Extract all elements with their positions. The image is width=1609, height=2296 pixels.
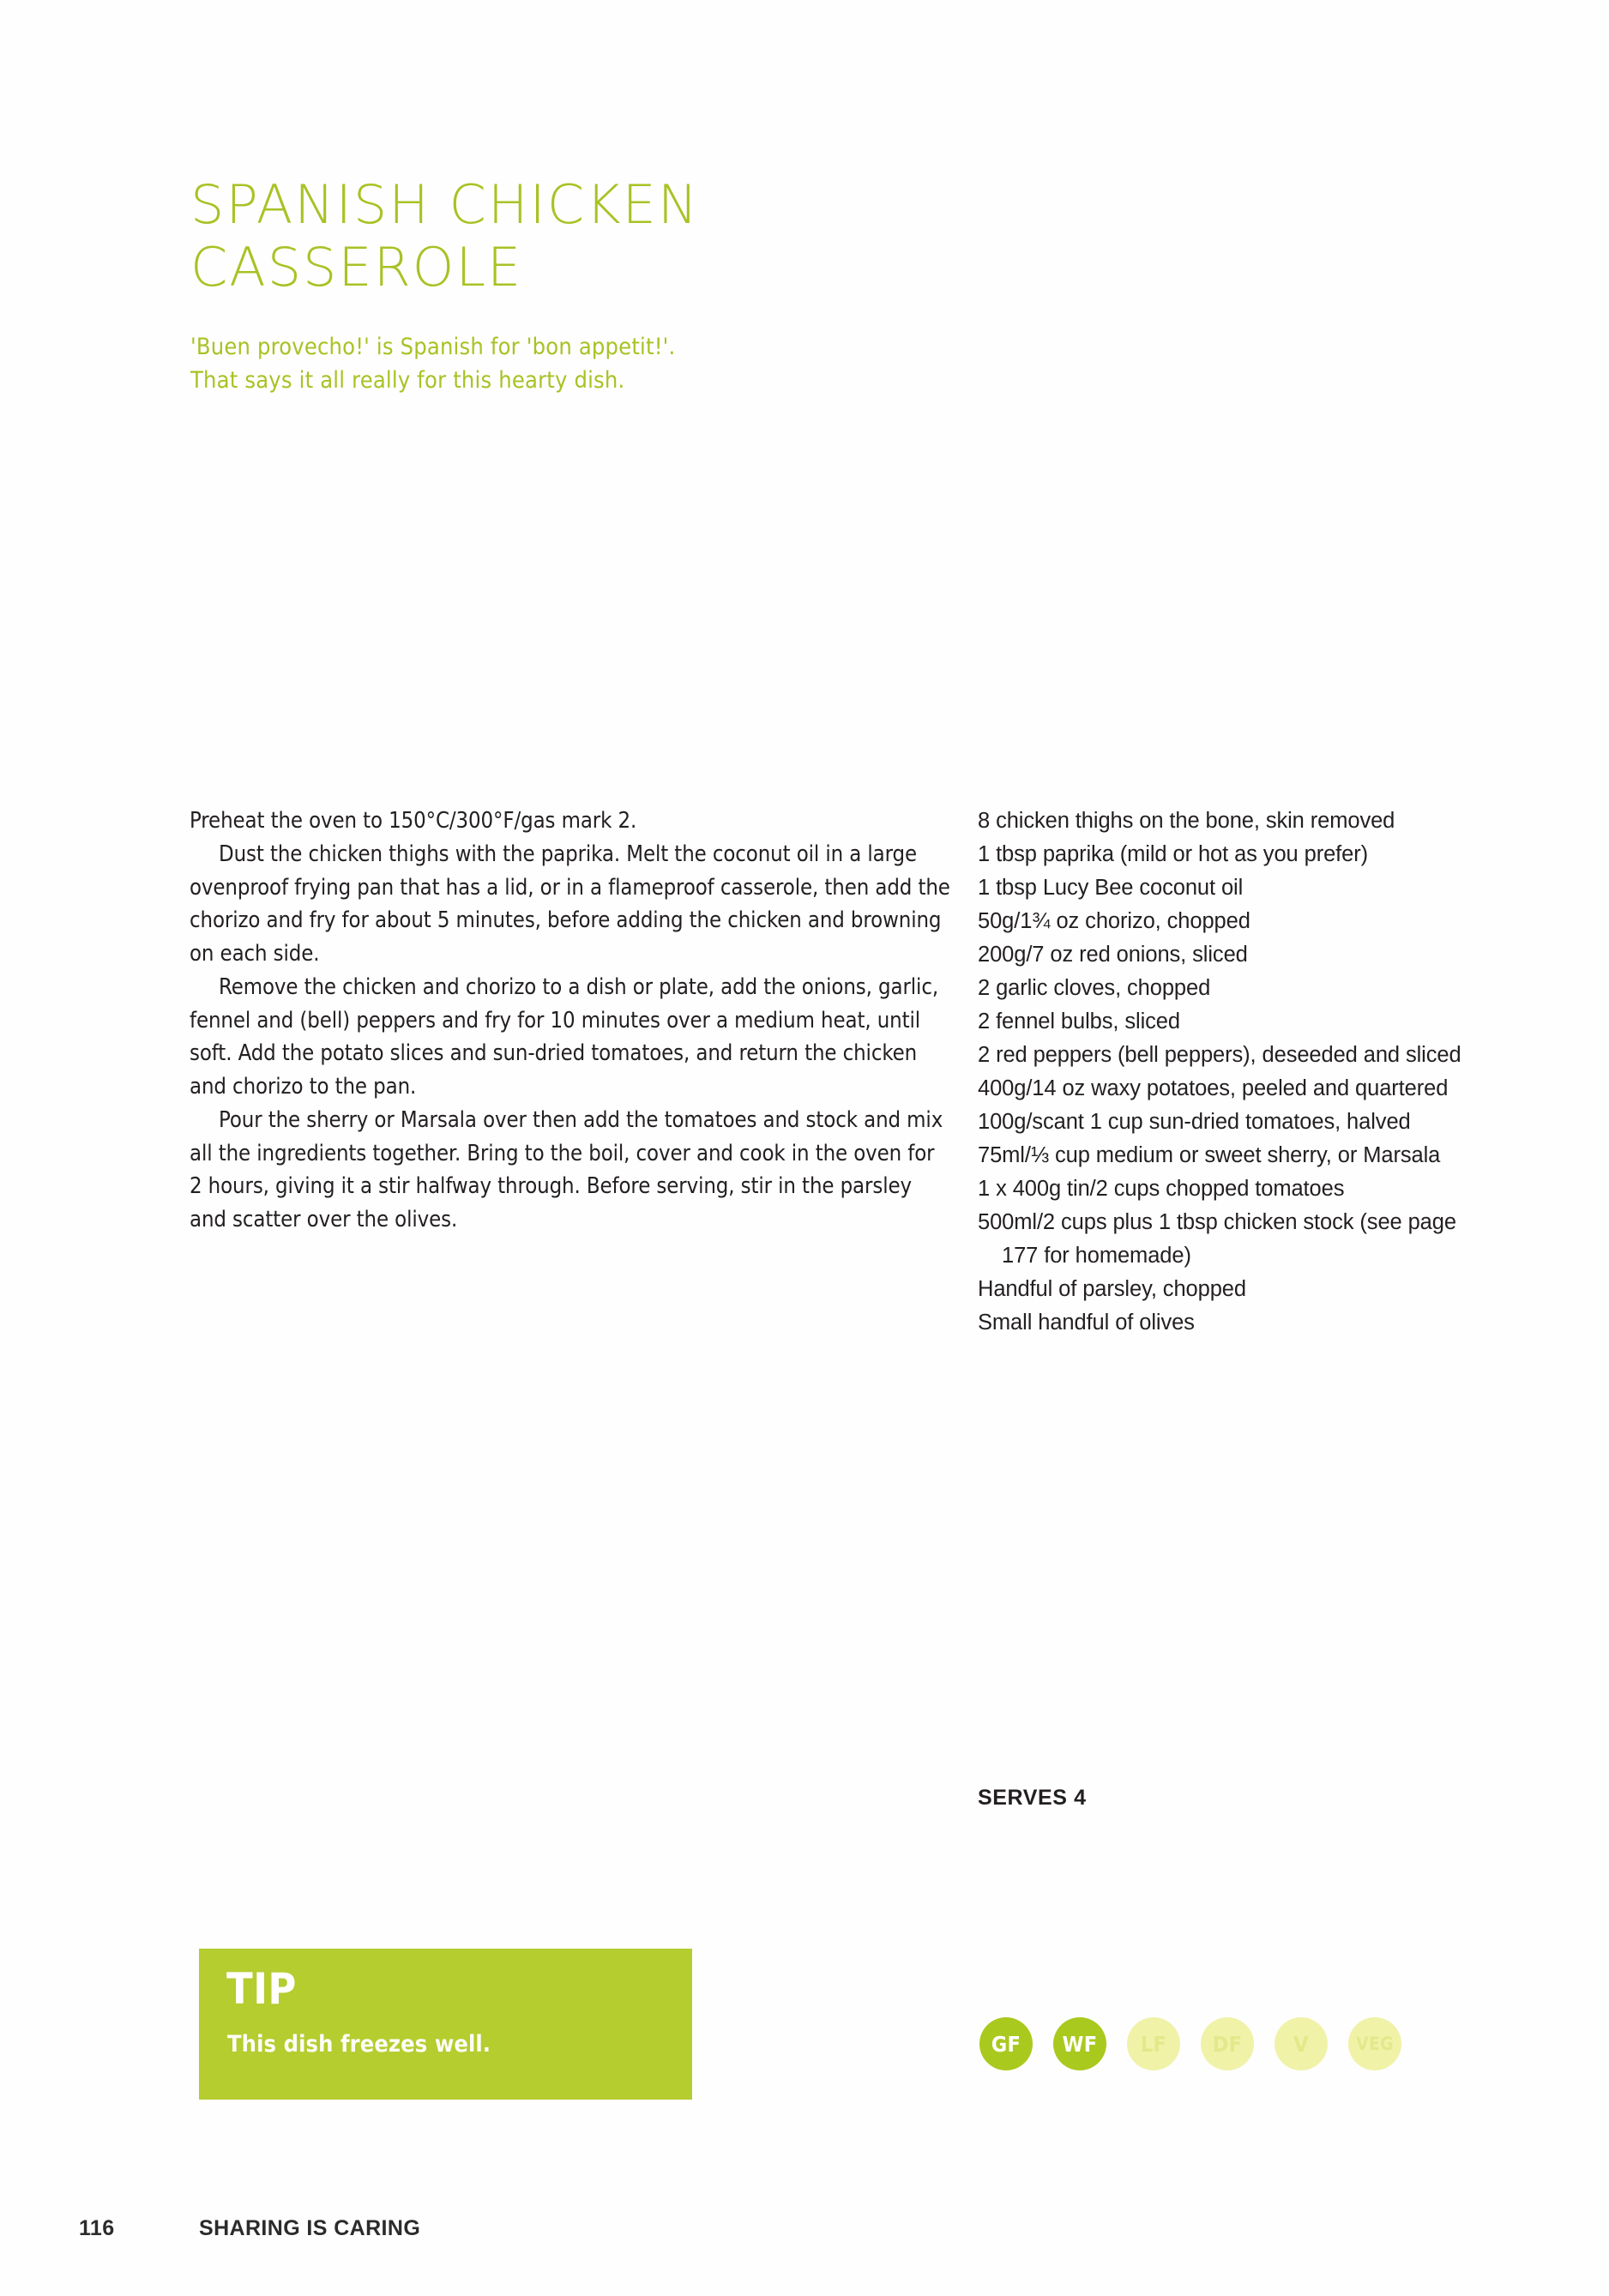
- ingredient-item: 400g/14 oz waxy potatoes, peeled and quartered: [978, 1076, 1449, 1100]
- recipe-subtitle: [190, 330, 859, 397]
- page-number: 116: [79, 2216, 115, 2240]
- dietary-badges: [979, 2017, 1401, 2070]
- page-title: [190, 173, 962, 298]
- method-paragraph: Pour the sherry or Marsala over then add the tomatoes and stock and mix all the ingredients together. Bring to the boil, cover and cook in the oven for 2 hours, giving it a stir halfway through. Before serving, stir in the parsley and scatter over the olives.: [190, 1106, 943, 1232]
- badge-lactose-free[interactable]: LF: [1127, 2017, 1180, 2070]
- badge-vegan[interactable]: VEG: [1348, 2017, 1401, 2070]
- ingredient-item: 50g/1¾ oz chorizo, chopped: [978, 909, 1250, 933]
- badge-wheat-free[interactable]: WF: [1053, 2017, 1106, 2070]
- ingredient-item: Small handful of olives: [978, 1311, 1195, 1335]
- method-column: [190, 805, 951, 1237]
- badge-dairy-free[interactable]: DF: [1201, 2017, 1254, 2070]
- ingredient-item: 8 chicken thighs on the bone, skin removed: [978, 809, 1395, 833]
- ingredient-item: 1 tbsp paprika (mild or hot as you prefer): [978, 842, 1369, 866]
- ingredient-item: Handful of parsley, chopped: [978, 1277, 1246, 1301]
- recipe-subtitle-line-1: 'Buen provecho!' is Spanish for 'bon appetit!'.: [190, 334, 676, 360]
- ingredient-item: 2 fennel bulbs, sliced: [978, 1009, 1180, 1034]
- tip-heading: TIP: [226, 1964, 297, 2014]
- ingredient-item: 2 red peppers (bell peppers), deseeded and sliced: [978, 1043, 1461, 1067]
- ingredient-item: 1 tbsp Lucy Bee coconut oil: [978, 876, 1244, 900]
- ingredient-item: 1 x 400g tin/2 cups chopped tomatoes: [978, 1177, 1345, 1201]
- recipe-subtitle-line-2: That says it all really for this hearty dish.: [190, 367, 625, 395]
- ingredients-list: [978, 805, 1484, 1340]
- ingredient-item: 2 garlic cloves, chopped: [978, 976, 1211, 1000]
- page-title-line-1: SPANISH CHICKEN: [190, 172, 700, 236]
- serves-label: SERVES 4: [978, 1786, 1087, 1810]
- footer-section-title: SHARING IS CARING: [199, 2216, 421, 2240]
- tip-text: This dish freezes well.: [227, 2031, 491, 2058]
- method-paragraph: Remove the chicken and chorizo to a dish or plate, add the onions, garlic, fennel and (bell) peppers and fry for 10 minutes over a medium heat, until soft. Add the potato slices and sun-dried tomatoes, and return the chicken and chorizo to the pan.: [190, 973, 939, 1100]
- ingredient-item: 75ml/⅓ cup medium or sweet sherry, or Marsala: [978, 1143, 1441, 1167]
- method-paragraph: Dust the chicken thighs with the paprika. Melt the coconut oil in a large ovenproof frying pan that has a lid, or in a flameproof casserole, then add the chorizo and fry for about 5 minutes, before adding the chicken and browning on each side.: [190, 841, 950, 967]
- ingredient-item: 200g/7 oz red onions, sliced: [978, 943, 1248, 967]
- page-title-line-2: CASSEROLE: [190, 235, 523, 298]
- ingredient-item: 100g/scant 1 cup sun-dried tomatoes, halved: [978, 1110, 1411, 1134]
- tip-box: [199, 1949, 692, 2100]
- method-paragraph: Preheat the oven to 150°C/300°F/gas mark 2.: [190, 808, 637, 834]
- badge-gluten-free[interactable]: GF: [979, 2017, 1033, 2070]
- badge-vegetarian[interactable]: V: [1275, 2017, 1328, 2070]
- ingredient-item: 500ml/2 cups plus 1 tbsp chicken stock (see page 177 for homemade): [978, 1210, 1456, 1268]
